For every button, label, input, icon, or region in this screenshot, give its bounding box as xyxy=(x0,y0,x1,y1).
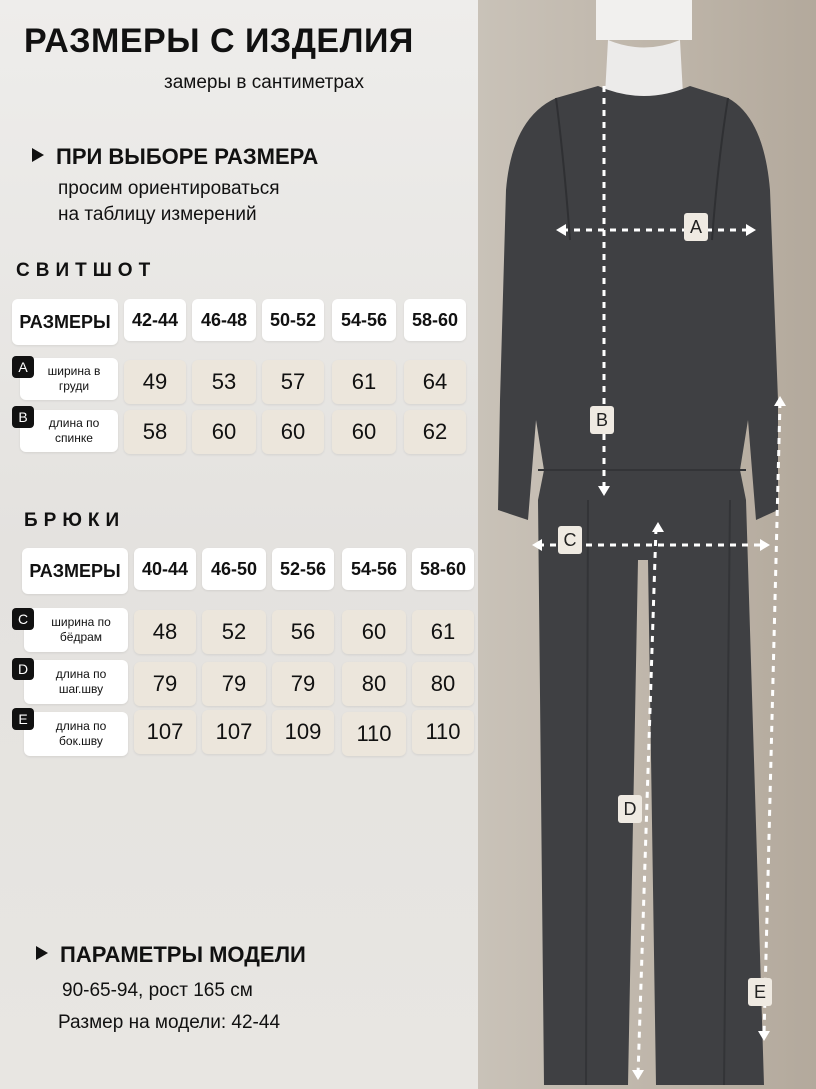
size-choice-line1: просим ориентироваться xyxy=(58,178,280,199)
marker-c: C xyxy=(12,608,34,630)
sweatshirt-a-value-3: 57 xyxy=(262,360,324,404)
pants-e-value-4: 110 xyxy=(342,712,406,756)
pants-c-value-1: 48 xyxy=(134,610,196,654)
marker-e: E xyxy=(12,708,34,730)
pants-d-value-5: 80 xyxy=(412,662,474,706)
pants-c-value-5: 61 xyxy=(412,610,474,654)
size-choice-heading: ПРИ ВЫБОРЕ РАЗМЕРА xyxy=(56,144,319,169)
marker-a: A xyxy=(12,356,34,378)
pants-size-5: 58-60 xyxy=(412,548,474,590)
sweatshirt-header-label: РАЗМЕРЫ xyxy=(12,299,118,345)
pants-row-c-label: ширина по бёдрам xyxy=(24,608,128,652)
sweatshirt-size-2: 46-48 xyxy=(192,299,256,341)
page-title: РАЗМЕРЫ С ИЗДЕЛИЯ xyxy=(24,22,414,60)
size-choice-line2: на таблицу измерений xyxy=(58,204,257,225)
sweatshirt-b-value-3: 60 xyxy=(262,410,324,454)
sweatshirt-row-b-label: длина по спинке xyxy=(20,410,118,452)
pants-header-label: РАЗМЕРЫ xyxy=(22,548,128,594)
size-choice-heading-row xyxy=(32,144,318,170)
sweatshirt-size-1: 42-44 xyxy=(124,299,186,341)
model-heading-row xyxy=(36,942,306,968)
sweatshirt-a-value-4: 61 xyxy=(332,360,396,404)
triangle-bullet-icon xyxy=(36,946,48,960)
triangle-bullet-icon xyxy=(32,148,44,162)
page-subtitle: замеры в сантиметрах xyxy=(164,72,364,93)
pants-section-title: БРЮКИ xyxy=(24,510,126,531)
pants-d-value-4: 80 xyxy=(342,662,406,706)
sweatshirt-row-a-label: ширина в груди xyxy=(20,358,118,400)
size-choice-note xyxy=(58,176,280,228)
pants-row-d-label: длина по шаг.шву xyxy=(24,660,128,704)
measure-tag-a: A xyxy=(684,213,708,241)
measure-tag-b: B xyxy=(590,406,614,434)
pants-d-value-1: 79 xyxy=(134,662,196,706)
pants-c-value-3: 56 xyxy=(272,610,334,654)
sweatshirt-b-value-2: 60 xyxy=(192,410,256,454)
pants-c-value-2: 52 xyxy=(202,610,266,654)
model-params-line2: Размер на модели: 42-44 xyxy=(58,1012,281,1033)
pants-size-1: 40-44 xyxy=(134,548,196,590)
model-heading: ПАРАМЕТРЫ МОДЕЛИ xyxy=(60,942,306,967)
marker-b: B xyxy=(12,406,34,428)
measure-tag-c: C xyxy=(558,526,582,554)
model-params-line1: 90-65-94, рост 165 см xyxy=(62,980,253,1001)
pants-d-value-3: 79 xyxy=(272,662,334,706)
sweatshirt-a-value-1: 49 xyxy=(124,360,186,404)
sweatshirt-section-title: СВИТШОТ xyxy=(16,260,157,281)
sweatshirt-b-value-5: 62 xyxy=(404,410,466,454)
sweatshirt-a-value-5: 64 xyxy=(404,360,466,404)
pants-row-e-label: длина по бок.шву xyxy=(24,712,128,756)
marker-d: D xyxy=(12,658,34,680)
pants-e-value-3: 109 xyxy=(272,710,334,754)
pants-e-value-1: 107 xyxy=(134,710,196,754)
sweatshirt-b-value-1: 58 xyxy=(124,410,186,454)
pants-d-value-2: 79 xyxy=(202,662,266,706)
sweatshirt-b-value-4: 60 xyxy=(332,410,396,454)
pants-e-value-2: 107 xyxy=(202,710,266,754)
pants-size-4: 54-56 xyxy=(342,548,406,590)
measure-tag-e: E xyxy=(748,978,772,1006)
product-photo xyxy=(478,0,816,1089)
sweatshirt-a-value-2: 53 xyxy=(192,360,256,404)
pants-e-value-5: 110 xyxy=(412,710,474,754)
pants-size-3: 52-56 xyxy=(272,548,334,590)
pants-size-2: 46-50 xyxy=(202,548,266,590)
sweatshirt-size-4: 54-56 xyxy=(332,299,396,341)
garment-illustration xyxy=(478,0,816,1089)
sweatshirt-size-5: 58-60 xyxy=(404,299,466,341)
measure-tag-d: D xyxy=(618,795,642,823)
sweatshirt-size-3: 50-52 xyxy=(262,299,324,341)
pants-c-value-4: 60 xyxy=(342,610,406,654)
